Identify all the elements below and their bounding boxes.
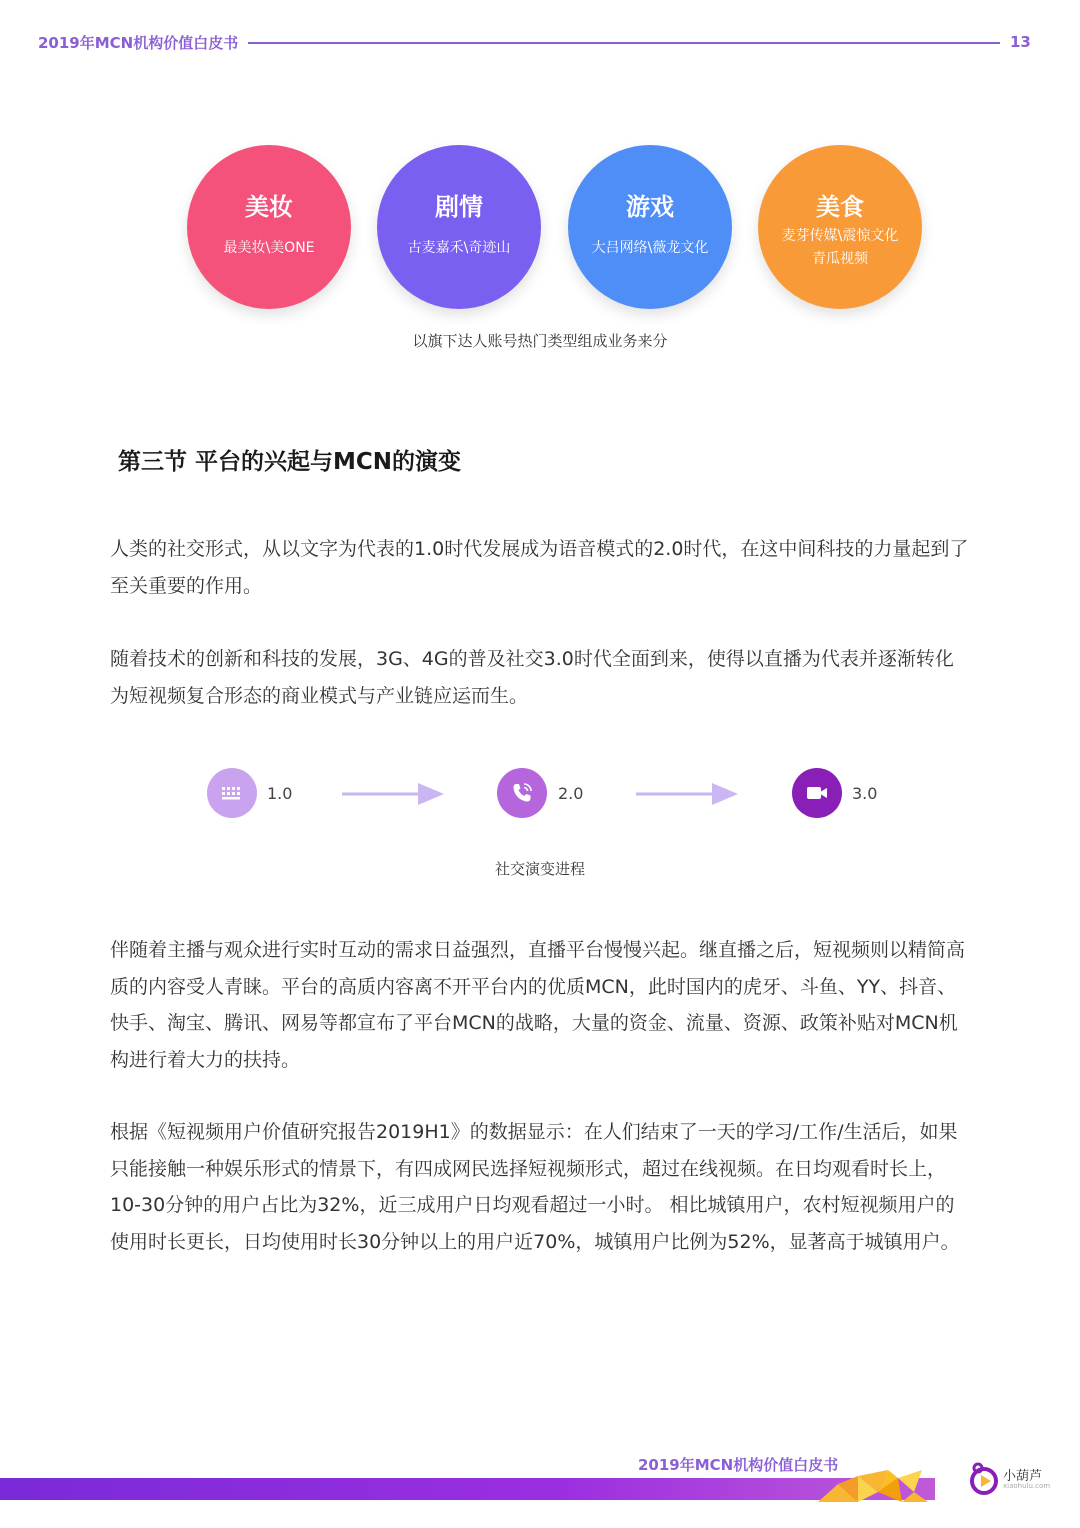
paragraph: 伴随着主播与观众进行实时互动的需求日益强烈，直播平台慢慢兴起。继直播之后，短视频则以精简高质的内容受人青睐。平台的高质内容离不开平台内的优质MCN，此时国内的虎牙、斗鱼、YY、抖音、快手、淘宝、腾讯、网易等都宣布了平台MCN的战略，大量的资金、流量、资源、政策补贴对MCN机构进行着大力的扶持。 bbox=[110, 939, 966, 1071]
stage-label: 2.0 bbox=[558, 784, 584, 803]
paragraph: 根据《短视频用户价值研究报告2019H1》的数据显示：在人们结束了一天的学习/工作/生活后，如果只能接触一种娱乐形式的情景下，有四成网民选择短视频形式，超过在线视频。在日均观看时长上，10-30分钟的用户占比为32%，近三成用户日均观看超过一小时。 相比城镇用户，农村短视频用户的使用时长更长，日均使用时长30分钟以上的用户近70%，城镇用户比例为52%，显著高于城镇用户。 bbox=[110, 1121, 960, 1253]
section-title: 第三节 平台的兴起与MCN的演变 bbox=[118, 449, 462, 475]
stage-label: 1.0 bbox=[267, 784, 293, 803]
footer-title: 2019年MCN机构价值白皮书 bbox=[638, 1456, 839, 1474]
category-subtitle: 大吕网络\薇龙文化 bbox=[591, 240, 709, 256]
evolution-caption: 社交演变进程 bbox=[494, 860, 585, 878]
video-camera-icon bbox=[792, 768, 842, 818]
category-circle-makeup bbox=[187, 145, 351, 309]
category-circle-game bbox=[568, 145, 732, 309]
category-subtitle-line: 青瓜视频 bbox=[812, 251, 868, 267]
category-circle-drama bbox=[377, 145, 541, 309]
header-divider bbox=[248, 42, 1000, 44]
categories-caption: 以旗下达人账号热门类型组成业务来分 bbox=[412, 332, 668, 350]
category-circle-food bbox=[758, 145, 922, 309]
category-title: 剧情 bbox=[435, 193, 483, 221]
category-title: 游戏 bbox=[626, 193, 674, 221]
logo-text: 小葫芦 bbox=[1003, 1469, 1043, 1484]
phone-icon bbox=[497, 768, 547, 818]
arrow-right-icon bbox=[634, 780, 740, 808]
category-subtitle: 最美妆\美ONE bbox=[223, 240, 315, 256]
stage-label: 3.0 bbox=[852, 784, 878, 803]
paragraph: 随着技术的创新和科技的发展，3G、4G的普及社交3.0时代全面到来，使得以直播为代表并逐渐转化为短视频复合形态的商业模式与产业链应运而生。 bbox=[110, 648, 954, 707]
keyboard-icon bbox=[207, 768, 257, 818]
category-subtitle bbox=[768, 225, 912, 271]
paragraph: 人类的社交形式，从以文字为代表的1.0时代发展成为语音模式的2.0时代，在这中间科技的力量起到了至关重要的作用。 bbox=[110, 538, 969, 597]
page-number: 13 bbox=[1010, 33, 1031, 51]
category-title: 美妆 bbox=[245, 193, 293, 221]
footer-triangle-pattern bbox=[818, 1466, 938, 1502]
logo-subtext: xiaohulu.com bbox=[1003, 1482, 1051, 1490]
header-title: 2019年MCN机构价值白皮书 bbox=[38, 34, 239, 52]
category-title: 美食 bbox=[816, 193, 864, 221]
arrow-right-icon bbox=[340, 780, 446, 808]
footer-bar bbox=[0, 1478, 935, 1500]
category-subtitle-line: 麦芽传媒\震惊文化 bbox=[781, 228, 899, 244]
logo-icon bbox=[966, 1460, 1000, 1496]
category-subtitle: 古麦嘉禾\奇迹山 bbox=[407, 240, 511, 256]
